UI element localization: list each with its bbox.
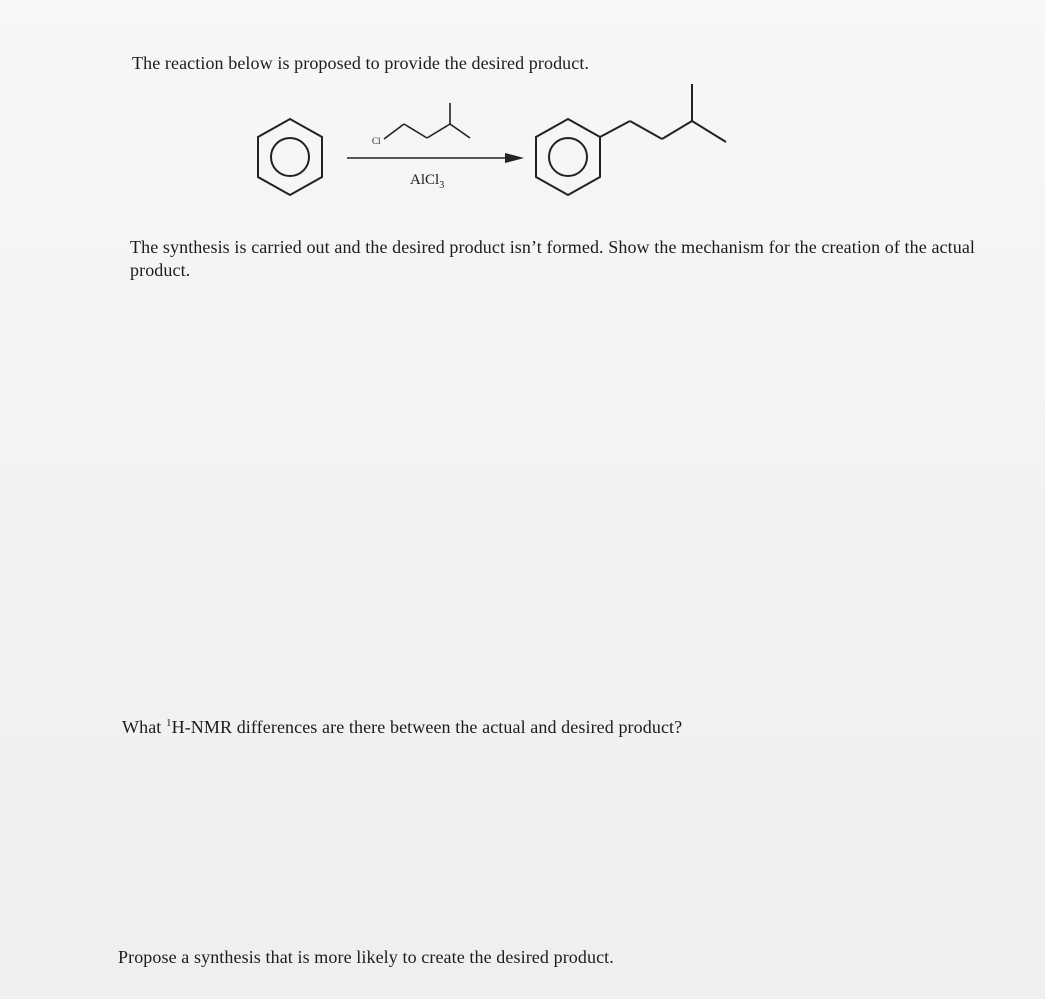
reaction-scheme — [0, 0, 1045, 230]
benzene-reactant — [258, 119, 322, 195]
chlorine-label: Cl — [372, 136, 381, 146]
nmr-question: What $^1$H-NMR differences are there between the actual and desired product? — [122, 717, 683, 737]
reaction-arrow — [347, 153, 524, 163]
desired-product — [536, 84, 726, 195]
alkyl-chloride-reagent — [384, 103, 470, 139]
intro-question: The reaction below is proposed to provide the desired product. — [132, 53, 590, 73]
catalyst-label: AlCl$_3$ — [410, 172, 445, 191]
propose-question: Propose a synthesis that is more likely to create the desired product. — [118, 947, 614, 967]
synthesis-question: The synthesis is carried out and the desired product isn’t formed. Show the mechanism for the creation of the actual product. — [130, 237, 976, 280]
